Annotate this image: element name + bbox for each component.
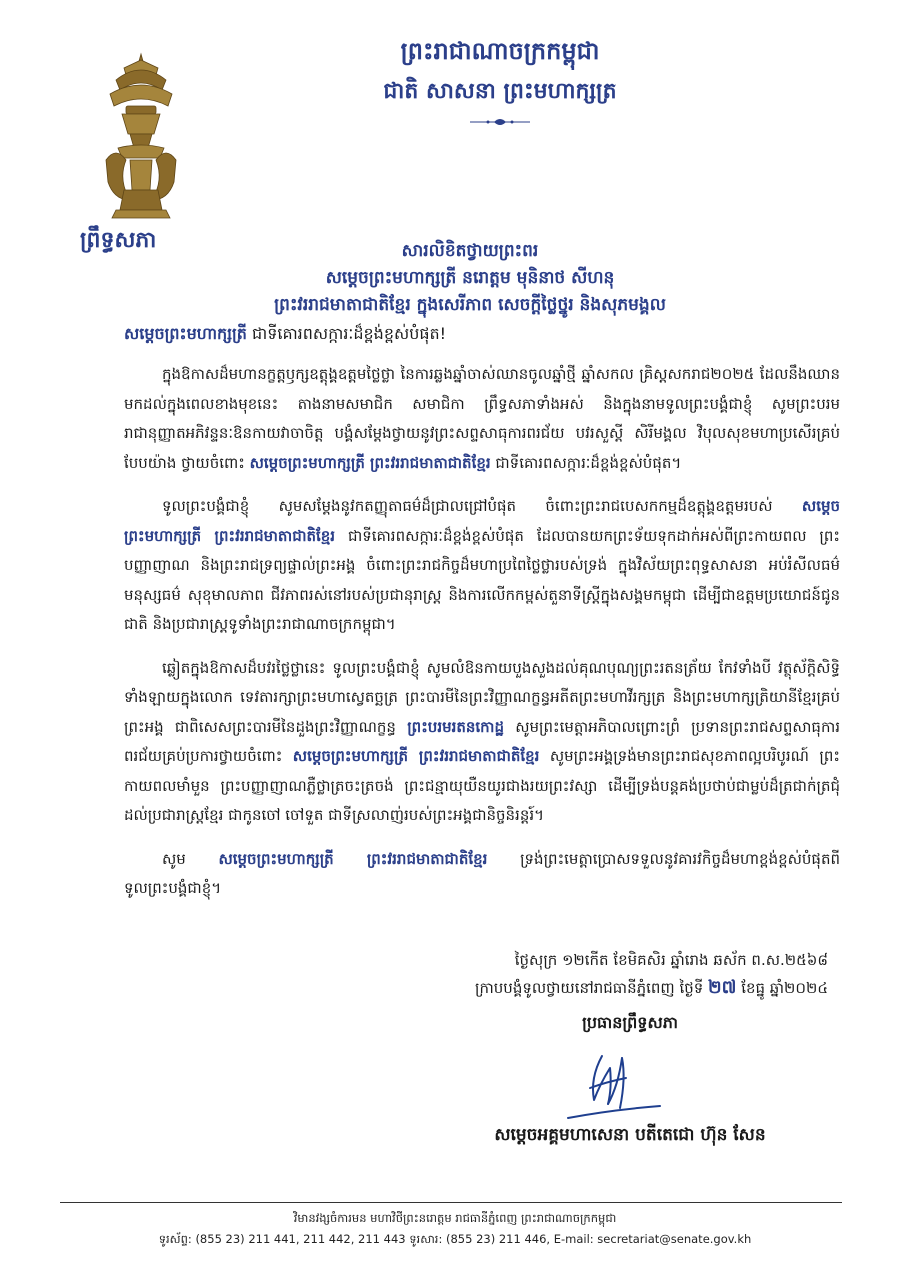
footer-divider (60, 1202, 842, 1203)
lunar-date: ថ្ងៃសុក្រ ១២កើត ខែមិគសិរ ឆ្នាំរោង ឆស័ក ព.ស.២៥៦៨ (514, 951, 828, 969)
solar-date-prefix: ក្រាបបង្គំទូលថ្វាយនៅរាជធានីភ្នំពេញ ថ្ងៃទី (475, 979, 709, 997)
senate-emblem-icon (96, 50, 186, 220)
paragraph-2-text-end: ជាទីគោរពសក្ការៈដ៏ខ្ពង់ខ្ពស់បំផុត ដែលបានយកព្រះទ័យទុកដាក់អស់ពីព្រះកាយពល ព្រះបញ្ញាញាណ និងព្រះរាជទ្រព្យផ្ទាល់ព្រះអង្គ ចំពោះព្រះរាជកិច្ចដ៏មហាប្រពៃថ្លៃថ្លារបស់ទ្រង់ ក្នុងវិស័យព្រះពុទ្ធសាសនា អប់រំសីលធម៌ មនុស្សធម៌ សុខុមាលភាព ជីវភាពរស់នៅរបស់ប្រជានុរាស្ត្រ និងការលើកកម្ពស់តួនាទីស្ត្រីក្នុងសង្គមកម្ពុជា ដើម្បីជាឧត្តមប្រយោជន៍ជូនជាតិ និងប្រជារាស្ត្រទូទាំងព្រះរាជាណាចក្រកម្ពុជា។ (124, 526, 840, 633)
paragraph-1 (124, 360, 840, 478)
paragraph-3-emphasis-1: ព្រះបរមរតនកោដ្ឋ (407, 717, 504, 736)
organization-name: ព្រឹទ្ធសភា (80, 227, 157, 253)
letter-title (150, 238, 790, 319)
paragraph-3 (124, 654, 840, 831)
date-block (388, 946, 828, 1002)
footer-address: វិមានវង្សចំការមន មហាវិថីព្រះនរោត្តម រាជធានីភ្នំពេញ ព្រះរាជាណាចក្រកម្ពុជា (293, 1211, 617, 1225)
footer (120, 1208, 790, 1250)
ornament-divider-icon (468, 117, 532, 127)
salutation (124, 322, 824, 346)
kingdom-header (300, 36, 700, 127)
paragraph-2-emphasis: សម្ដេចព្រះមហាក្សត្រី ព្រះវររាជមាតាជាតិខ្មែរ (124, 497, 840, 545)
kingdom-name: ព្រះរាជាណាចក្រកម្ពុជា (400, 36, 600, 65)
paragraph-2 (124, 492, 840, 640)
paragraph-2-text: ទូលព្រះបង្គំជាខ្ញុំ សូមសម្ដែងនូវកតញ្ញុតាធម៌ដ៏ជ្រាលជ្រៅបំផុត ចំពោះព្រះរាជបេសកកម្មដ៏ឧត្តុង្គឧត្តមរបស់ (162, 497, 802, 515)
salutation-rest: ជាទីគោរពសក្ការៈដ៏ខ្ពង់ខ្ពស់បំផុត! (246, 324, 447, 343)
signature-mark (560, 1038, 670, 1128)
title-line-2: សម្ដេចព្រះមហាក្សត្រី នរោត្តម មុនិនាថ សីហនុ (325, 268, 615, 288)
footer-contact: ទូរស័ព្ទ: (855 23) 211 441, 211 442, 211 443 ទូរសារ: (855 23) 211 446, E-mail: secretariat@senate.gov.kh (158, 1232, 752, 1246)
signer-name: សម្ដេចអគ្គមហាសេនា បតីតេជោ ហ៊ុន សែន (494, 1125, 766, 1145)
letter-body (124, 360, 840, 918)
paragraph-1-text: ក្នុងឱកាសដ៏មហានក្ខត្តឫក្សឧត្តុង្គឧត្តមថ្លៃថ្លា នៃការឆ្លងឆ្នាំចាស់ឈានចូលឆ្នាំថ្មី ឆ្នាំសកល គ្រិស្តសករាជ២០២៥ ដែលនឹងឈានមកដល់ក្នុងពេលខាងមុខនេះ តាងនាមសមាជិក សមាជិកា ព្រឹទ្ធសភាទាំងអស់ និងក្នុងនាមទូលព្រះបង្គំជាខ្ញុំ សូមព្រះបរមរាជានុញ្ញាតអភិវន្ទនៈឱនកាយវាចាចិត្ត បង្គំសម្ដែងថ្វាយនូវព្រះសព្ទសាធុការពរជ័យ បវរសួស្តី សិរីមង្គល វិបុលសុខមហាប្រសើរគ្រប់បែបយ៉ាង ថ្វាយចំពោះ (124, 365, 840, 472)
paragraph-3-emphasis-2: សម្ដេចព្រះមហាក្សត្រី ព្រះវររាជមាតាជាតិខ្មែរ (292, 747, 540, 765)
paragraph-4-emphasis: សម្ដេចព្រះមហាក្សត្រី ព្រះវររាជមាតាជាតិខ្មែរ (218, 849, 488, 868)
title-line-1: សារលិខិតថ្វាយព្រះពរ (401, 241, 539, 261)
paragraph-3-text: ឆ្លៀតក្នុងឱកាសដ៏បវរថ្លៃថ្លានេះ ទូលព្រះបង្គំជាខ្ញុំ សូមលំឱនកាយបួងសួងដល់គុណបុណ្យព្រះរតនត្រ័យ កែវទាំងបី វត្ថុស័ក្តិសិទ្ធិទាំងឡាយក្នុងលោក ទេវតារក្សាព្រះមហាស្វេតច្ឆត្រ ព្រះបារមីនៃព្រះវិញ្ញាណក្ខន្ធអតីតព្រះមហាវីរក្សត្រ និងព្រះមហាក្សត្រិយានីខ្មែរគ្រប់ព្រះអង្គ ជាពិសេសព្រះបារមីនៃដួងព្រះវិញ្ញាណក្ខន្ធ (124, 658, 840, 736)
solar-date (388, 974, 828, 1002)
title-line-3: ព្រះវររាជមាតាជាតិខ្មែរ ក្នុងសេរីភាព សេចក្តីថ្លៃថ្នូរ និងសុភមង្គល (274, 295, 666, 315)
solar-date-suffix: ខែធ្នូ ឆ្នាំ២០២៤ (736, 979, 828, 997)
paragraph-3-text-end: សូមព្រះអង្គទ្រង់មានព្រះរាជសុខភាពល្អបរិបូរណ៍ ព្រះកាយពលមាំមួន ព្រះបញ្ញាញាណភ្លឺថ្លាត្រចះត្រចង់ ព្រះជន្មាយុយឺនយូរជាងរយព្រះវស្សា ដើម្បីទ្រង់បន្តគង់ប្រថាប់ជាម្លប់ដ៏ត្រជាក់ត្រជុំដល់ប្រជារាស្ត្រខ្មែរ ជាកូនចៅ ចៅទួត ជាទីស្រលាញ់របស់ព្រះអង្គជានិច្ចនិរន្តរ៍។ (124, 747, 840, 824)
paragraph-4-text-end: ទ្រង់ព្រះមេត្តាប្រោសទទួលនូវគារវកិច្ចដ៏មហាខ្ពង់ខ្ពស់បំផុតពីទូលព្រះបង្គំជាខ្ញុំ។ (124, 849, 840, 897)
paragraph-1-emphasis: សម្ដេចព្រះមហាក្សត្រី ព្រះវររាជមាតាជាតិខ្មែរ (249, 453, 491, 472)
paragraph-4-text: សូម (162, 849, 219, 868)
national-motto: ជាតិ សាសនា ព្រះមហាក្សត្រ (383, 78, 617, 104)
paragraph-4 (124, 845, 840, 904)
solar-date-day: ២៧ (708, 977, 737, 998)
paragraph-3-text-mid: សូមព្រះមេត្តាអភិបាលព្រោះព្រំ ប្រទានព្រះរាជសព្ទសាធុការពរជ័យគ្រប់ប្រការថ្វាយចំពោះ (124, 717, 840, 765)
paragraph-1-text-end: ជាទីគោរពសក្ការៈដ៏ខ្ពង់ខ្ពស់បំផុត។ (490, 453, 682, 472)
salutation-name: សម្ដេចព្រះមហាក្សត្រី (124, 324, 247, 343)
signatory-title: ប្រធានព្រឹទ្ធសភា (582, 1013, 678, 1032)
